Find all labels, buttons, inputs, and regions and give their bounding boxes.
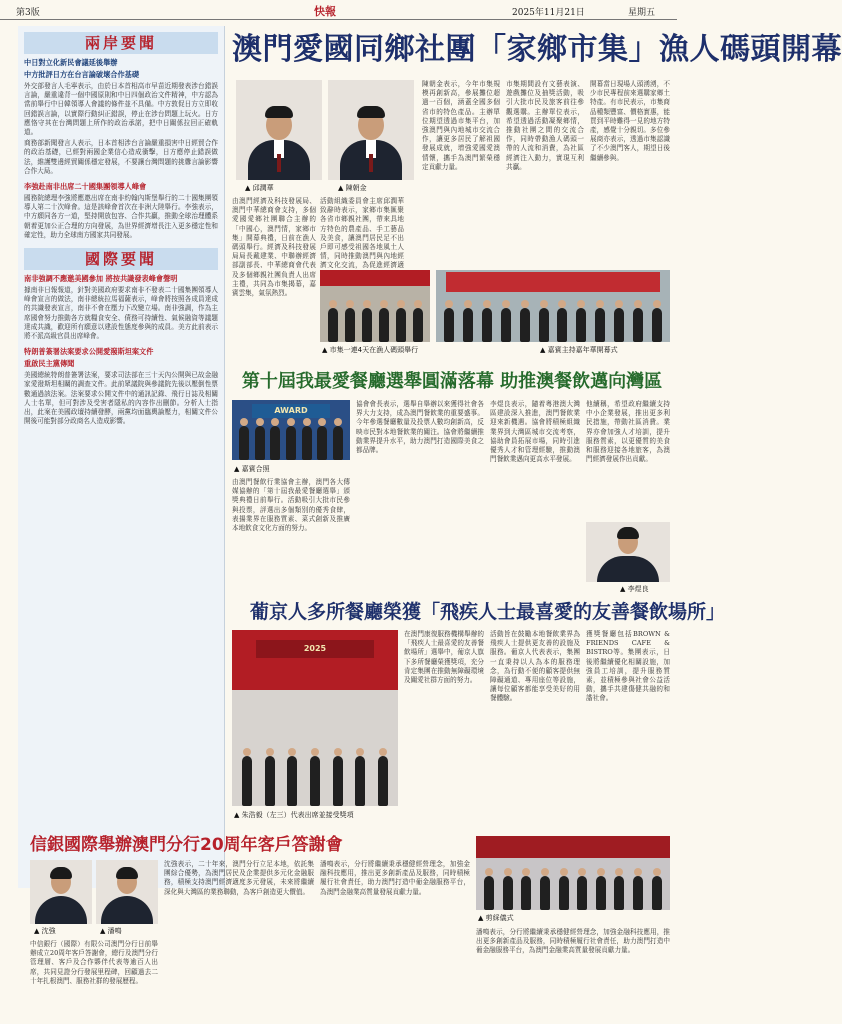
paper-name: 快報 bbox=[314, 5, 336, 18]
article-title: 南非強調不應邀美國參加 將按共識發表峰會聲明 bbox=[24, 274, 178, 284]
headline-bank-anniversary: 信銀國際舉辦澳門分行20周年客戶答謝會 bbox=[30, 835, 343, 855]
portrait-photo bbox=[96, 860, 158, 924]
page-number: 第3版 bbox=[16, 8, 40, 18]
photo-caption: ▲ 朱浩毅（左三）代表出席並接受獎項 bbox=[234, 810, 354, 820]
article-column: 陳朝金表示，今年市集規模再創新高，參展攤位超過一百個，涵蓋全國多個省市的特色產品。主辦單位期望透過市集平台，加強澳門與內地城市交流合作，讓更多居民了解祖國發展成就，增強愛國愛澳情懷，攜手為澳門繁榮穩定貢獻力量。 bbox=[422, 80, 500, 171]
photo-caption: ▲ 嘉賓主持嘉年華開幕式 bbox=[540, 345, 618, 355]
article-body: 國務院總理李強將應邀出席在南非約翰內斯堡舉行的二十國集團領導人第二十次峰會。這是該峰會首次在非洲大陸舉行。李強表示，中方願同各方一道，堅持開放包容、合作共贏，推動全球治理體系朝着更加公正合理的方向發展，為世界經濟增長注入更多穩定性和確定性，助力全球南方國家共同發展。 bbox=[24, 194, 218, 239]
portrait-photo bbox=[328, 80, 414, 180]
portrait-photo bbox=[30, 860, 92, 924]
event-photo bbox=[320, 270, 430, 342]
group-photo: AWARD bbox=[232, 400, 350, 460]
article-column: 由澳門經濟及科技發展局、澳門中華總商會支持，多個愛國愛鄉社團聯合主辦的「中國心，澳門情，家鄉市集」開幕典禮，日前在漁人碼頭舉行。經濟及科技發展局局長戴建業、中聯辦經濟部副部長、中華總商會代表及多個鄉親社團負責人出席主禮，共同為市集揭幕，嘉賓雲集，氣氛熱烈。 bbox=[232, 197, 316, 298]
photo-caption: ▲ 邱潤華 bbox=[245, 183, 274, 193]
section-header-international: 國際要聞 bbox=[24, 248, 218, 270]
article-title: 李強赴南非出席二十國集團領導人峰會 bbox=[24, 182, 147, 192]
article-column: 協會會長表示，選舉自舉辦以來獲得社會各界大力支持，成為澳門餐飲業的重要盛事。今年參選餐廳數量及投票人數均創新高，反映市民對本地餐飲業的關注。協會將繼續推動業界提升水平，助力澳門打造國際美食之都品牌。 bbox=[356, 400, 484, 455]
article-column: 活動旨在鼓勵本地餐飲業界為飛疾人士提供更友善的設施及服務。葡京人代表表示，集團一直秉持以人為本的服務理念，為行動不便的顧客提供無障礙通道、專用座位等設施，讓每位顧客都能享受美好的用餐體驗。 bbox=[490, 630, 580, 703]
event-photo bbox=[436, 270, 670, 342]
photo-caption: ▲ 剪綵儀式 bbox=[478, 913, 514, 923]
portrait-photo bbox=[236, 80, 322, 180]
portrait-photo bbox=[586, 522, 670, 582]
headline-market: 澳門愛國同鄉社團「家鄉市集」漁人碼頭開幕 bbox=[232, 32, 842, 67]
photo-caption: ▲ 沈強 bbox=[34, 926, 56, 936]
issue-date: 2025年11月21日 bbox=[512, 8, 585, 18]
article-column: 潘鳴表示，分行將繼續秉承穩健經營理念，加強金融科技應用，推出更多創新產品及服務，同時積極履行社會責任，助力澳門打造中葡金融服務平台，為澳門金融業高質量發展貢獻力量。 bbox=[476, 928, 670, 955]
article-column: 活動組織委員會主席邱潤華致辭時表示，家鄉市集匯聚各省市鄉親社團，帶來具地方特色的農產品、手工藝品及美食，讓澳門居民足不出戶即可感受祖國各地風土人情，同時推動澳門與內地經濟文化交流，為促進經濟適 bbox=[320, 197, 404, 270]
photo-caption: ▲ 李煜良 bbox=[620, 584, 649, 594]
weekday: 星期五 bbox=[628, 8, 656, 18]
article-body: 外交部發言人毛寧表示，由於日本首相高市早苗近期發表涉台錯誤言論，嚴重違背一個中國原則和中日四個政治文件精神，中方認為當前舉行中日韓領導人會議的條件並不具備。中方敦促日方立即收回錯誤言論，以實際行動糾正錯誤，停止在涉台問題上玩火。日方應恪守其在台灣問題上所作的政治承諾，把中日關係拉回正確軌道。 bbox=[24, 82, 218, 137]
award-photo: 2025 bbox=[232, 630, 398, 806]
article-column: 在澳門康復服務機構舉辦的「飛疾人士最喜愛的友善餐飲場所」選舉中，葡京人旗下多所餐廳榮獲獎項，充分肯定集團在推動無障礙環境及關愛社群方面的努力。 bbox=[404, 630, 484, 685]
article-subtitle: 重啟民主黨傳聞 bbox=[24, 359, 75, 369]
article-title: 特朗普簽署法案要求公開愛潑斯坦案文件 bbox=[24, 347, 154, 357]
article-column: 潘鳴表示，分行將繼續秉承穩健經營理念，加強金融科技應用，推出更多創新產品及服務，同時積極履行社會責任，助力澳門打造中葡金融服務平台，為澳門金融業高質量發展貢獻力量。 bbox=[320, 860, 470, 896]
article-column: 由澳門餐飲行業協會主辦，澳門各大傳媒協辦的「第十屆我最愛餐廳選舉」頒獎典禮日前舉行。活動吸引大批市民參與投票，評選出多個類別的優秀食肆，表揚業界在服務質素、菜式創新及推廣本地飲食文化方面的努力。 bbox=[232, 478, 350, 533]
article-body: 據南非日報報道，針對美國政府要求南非不發表二十國集團領導人峰會宣言的做法，南非總統拉馬福薩表示，峰會將按照各成員達成的共識發表宣言，南非不會在壓力下改變立場。南非強調，作為主席國會努力推動各方就糧食安全、債務可持續性、氣候融資等議題達成共識，歡迎所有願意以建設性態度參與的成員。美方此前表示將不派高級官員出席峰會。 bbox=[24, 286, 218, 341]
article-column: 獲獎餐廳包括BROWN & FRIENDS CAFE & BISTRO等。集團表示，日後將繼續優化相關設施，加強員工培訓，提升服務質素，並積極參與社會公益活動，攜手共建傷健共融的和諧社會。 bbox=[586, 630, 670, 703]
news-sidebar bbox=[18, 26, 225, 888]
article-body: 商務部新聞發言人表示，日本首相涉台言論嚴重損害中日經貿合作的政治基礎，已經對兩國企業信心造成衝擊，日方應停止錯誤做法，維護雙邊經貿關係穩定發展，不要讓台灣問題的挑釁言論影響合作大局。 bbox=[24, 139, 218, 175]
photo-caption: ▲ 嘉賓合照 bbox=[234, 464, 270, 474]
section-header-cross-strait: 兩岸要聞 bbox=[24, 32, 218, 54]
article-column: 他續稱，希望政府繼續支持中小企業發展，推出更多利民措施，帶動社區消費。業界亦會加強人才培訓，提升服務質素，以更優質的美食和服務迎接各地旅客，為澳門經濟發展作出貢獻。 bbox=[586, 400, 670, 464]
article-column: 李煜良表示，隨着粵港澳大灣區建設深入推進，澳門餐飲業迎來新機遇。協會將積極組織業界到大灣區城市交流考察，協助會員拓展市場，同時引進優秀人才和管理經驗，推動澳門餐飲業邁向更高水平發展。 bbox=[490, 400, 580, 464]
photo-caption: ▲ 市集一連4天在漁人碼頭舉行 bbox=[322, 345, 418, 355]
article-subtitle: 中方批評日方在台言論破壞合作基礎 bbox=[24, 70, 140, 79]
ceremony-photo bbox=[476, 836, 670, 910]
article-column: 開幕當日現場人頭湧湧，不少市民專程前來選購家鄉土特產。有市民表示，市集商品種類豐富、價格實惠，能買到平時難得一見的地方特產，感覺十分親切。多位參展商亦表示，透過市集認識了不少澳門客人，期望日後繼續參與。 bbox=[590, 80, 670, 162]
headline-accessibility-award: 葡京人多所餐廳榮獲「飛疾人士最喜愛的友善餐飲場所」 bbox=[250, 601, 726, 623]
article-column: 中信銀行（國際）有限公司澳門分行日前舉辦成立20周年客戶答謝會，總行及澳門分行管理層、客戶及合作夥伴代表等逾百人出席，共同見證分行發展里程碑，回顧過去二十年扎根澳門、服務社群的發展歷程。 bbox=[30, 940, 158, 985]
masthead bbox=[0, 0, 677, 20]
article-column: 沈強表示，二十年來，澳門分行立足本地，依託集團綜合優勢，為澳門居民及企業提供多元化金融服務，積極支持澳門經濟適度多元發展，未來將繼續深化與大灣區的業務聯動，為客戶創造更大價值。 bbox=[164, 860, 314, 896]
headline-restaurant-awards: 第十屆我最愛餐廳選舉圓滿落幕 助推澳餐飲邁向灣區 bbox=[241, 371, 663, 392]
article-title: 中日對立化新民會議延後舉辦 bbox=[24, 58, 118, 67]
photo-caption: ▲ 陳朝金 bbox=[338, 183, 367, 193]
article-column: 市集期間設有文藝表演、遊戲攤位及抽獎活動，吸引大批市民及旅客前往參觀選購。主辦單位表示，希望透過活動凝聚鄉情，推動社團之間的交流合作，同時帶動漁人碼頭一帶的人流和消費，為社區經濟注入動力，實現互利共贏。 bbox=[506, 80, 584, 171]
photo-caption: ▲ 潘鳴 bbox=[100, 926, 122, 936]
article-body: 美國總統特朗普簽署法案，要求司法部在三十天內公開與已故金融家愛潑斯坦相關的調查文件。此前眾議院與參議院先後以壓倒性票數通過該法案。法案要求公開文件中的通訊記錄、飛行日誌及相關人士名單，但可對涉及受害者隱私的內容作出刪節。分析人士指出，此案在美國政壇持續發酵，兩黨均面臨輿論壓力，相關文件公開後可能對部分政商名人造成影響。 bbox=[24, 371, 218, 426]
